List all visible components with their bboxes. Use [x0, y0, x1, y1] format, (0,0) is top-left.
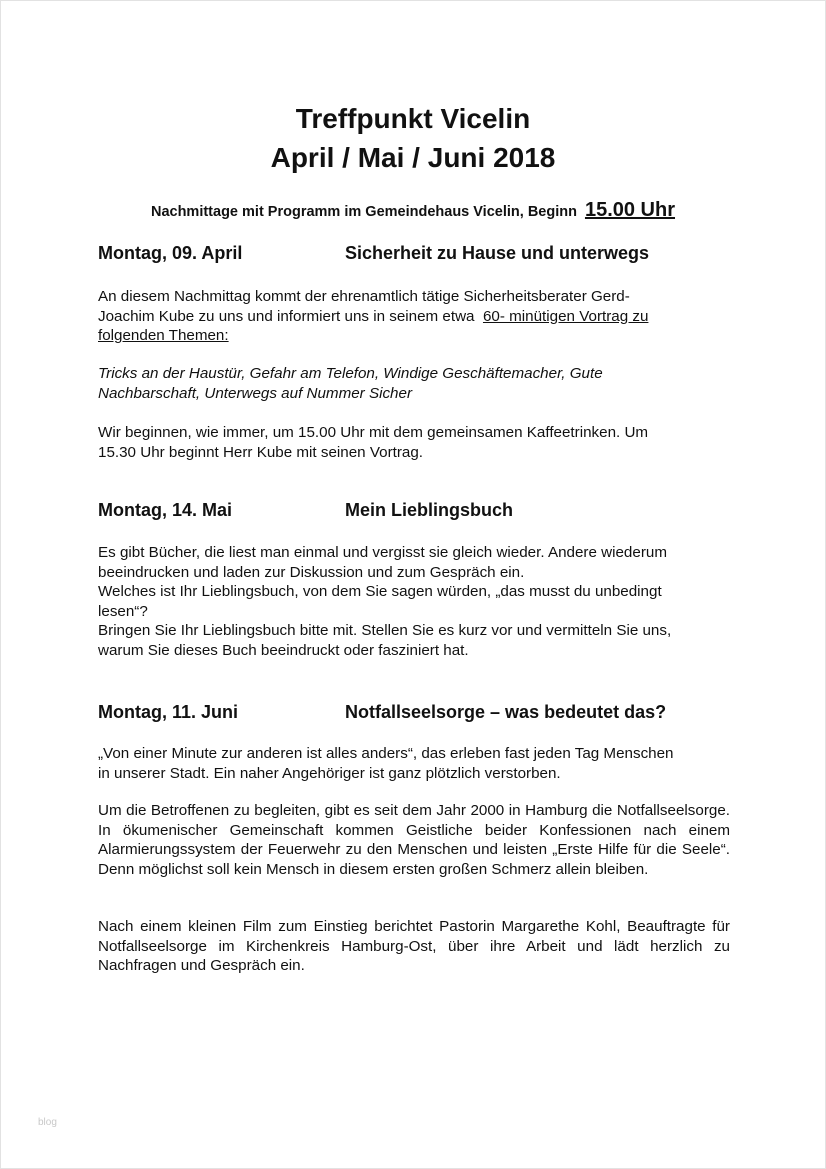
section-date-june: Montag, 11. Juni [98, 702, 239, 722]
section-date-april: Montag, 09. April [98, 243, 243, 263]
subtitle-text: Nachmittage mit Programm im Gemeindehaus Vicelin, Beginn [150, 204, 577, 220]
document-date-range: April / Mai / Juni 2018 [270, 142, 556, 173]
april-intro-paragraph [98, 287, 730, 346]
may-line-2: beeindrucken und laden zur Diskussion und zum Gespräch ein. [98, 563, 525, 581]
may-line-6: warum Sie dieses Buch beeindruckt oder fasziniert hat. [98, 641, 469, 659]
april-intro-line-3: folgenden Themen: [98, 327, 229, 345]
section-topic-april: Sicherheit zu Hause und unterwegs [345, 243, 650, 263]
section-topic-june: Notfallseelsorge – was bedeutet das? [345, 702, 667, 722]
document-title: Treffpunkt Vicelin [295, 103, 531, 134]
april-intro-line-1: An diesem Nachmittag kommt der ehrenamtlich tätige Sicherheitsberater Gerd- [98, 288, 630, 305]
may-line-1: Es gibt Bücher, die liest man einmal und vergisst sie gleich wieder. Andere wiederum [98, 544, 667, 561]
start-time: 15.00 Uhr [584, 199, 676, 221]
watermark: blog [38, 1117, 57, 1128]
june-speaker-paragraph: Nach einem kleinen Film zum Einstieg berichtet Pastorin Margarethe Kohl, Beauftragte für Notfallseelsorge im Kirchenkreis Hamburg-Ost, über ihre Arbeit und lädt herzlich zu Nachfragen und Gespräch ein. [98, 918, 730, 975]
may-line-3: Welches ist Ihr Lieblingsbuch, von dem Sie sagen würden, „das musst du unbedingt [98, 583, 662, 601]
april-talk-length: 60- minütigen Vortrag zu [482, 307, 649, 325]
april-topics-line-1: Tricks an der Haustür, Gefahr am Telefon, Windige Geschäftemacher, Gute [98, 365, 603, 382]
june-intro-line-1: „Von einer Minute zur anderen ist alles anders“, das erleben fast jeden Tag Menschen [98, 745, 674, 762]
april-topics-line-2: Nachbarschaft, Unterwegs auf Nummer Sicher [98, 384, 412, 402]
april-intro-line-2: Joachim Kube zu uns und informiert uns in seinem etwa [98, 307, 475, 325]
april-topics-paragraph [98, 364, 730, 403]
april-schedule-paragraph [98, 423, 730, 462]
subtitle [0, 196, 826, 226]
may-line-4: lesen“? [98, 602, 148, 620]
section-date-may: Montag, 14. Mai [98, 500, 233, 520]
june-description-paragraph: Um die Betroffenen zu begleiten, gibt es seit dem Jahr 2000 in Hamburg die Notfallseelsorge. In ökumenischer Gemeinschaft kommen Geistliche beider Konfessionen nach einem Alarmierungssystem der Feuerwehr zu den Menschen und leisten „Erste Hilfe für die Seele“. Denn möglichst soll kein Mensch in diesem ersten großen Schmerz allein bleiben. [98, 802, 730, 878]
may-paragraph [98, 543, 730, 661]
april-schedule-line-2: 15.30 Uhr beginnt Herr Kube mit seinen Vortrag. [98, 443, 424, 461]
may-line-5: Bringen Sie Ihr Lieblingsbuch bitte mit. Stellen Sie es kurz vor und vermitteln Sie uns, [98, 622, 672, 640]
june-intro-line-2: in unserer Stadt. Ein naher Angehöriger ist ganz plötzlich verstorben. [98, 764, 561, 782]
section-topic-may: Mein Lieblingsbuch [345, 500, 514, 520]
june-intro-paragraph [98, 744, 730, 783]
april-schedule-line-1: Wir beginnen, wie immer, um 15.00 Uhr mit dem gemeinsamen Kaffeetrinken. Um [98, 424, 649, 441]
